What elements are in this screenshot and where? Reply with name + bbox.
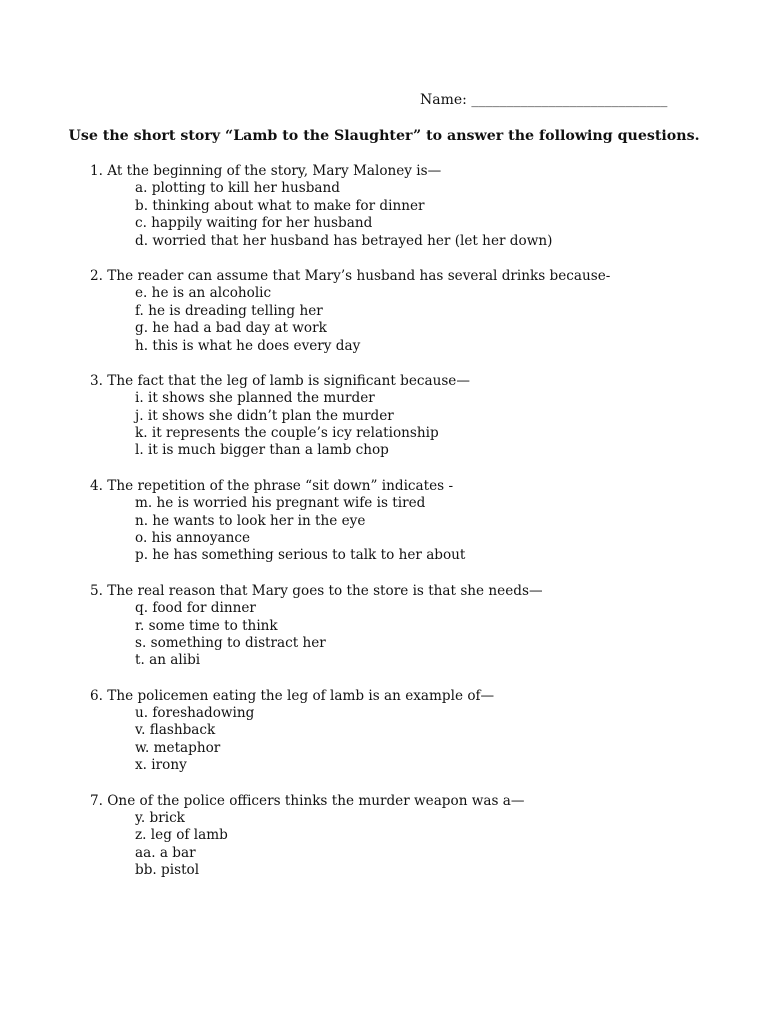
answer-choice: n. he wants to look her in the eye	[135, 512, 366, 529]
question-stem: 4. The repetition of the phrase “sit down” indicates -	[90, 477, 454, 494]
answer-choices	[90, 810, 750, 880]
question-2	[90, 268, 750, 355]
answer-choices	[90, 390, 750, 460]
answer-choice: d. worried that her husband has betrayed her (let her down)	[135, 232, 553, 249]
answer-choice: bb. pistol	[135, 862, 200, 879]
question-1	[90, 163, 750, 250]
answer-choice: i. it shows she planned the murder	[135, 390, 375, 407]
answer-choice: e. he is an alcoholic	[135, 285, 272, 302]
answer-choices	[90, 705, 750, 775]
answer-choice: m. he is worried his pregnant wife is tired	[135, 495, 426, 512]
question-4	[90, 478, 750, 565]
question-stem: 7. One of the police officers thinks the murder weapon was a—	[90, 792, 525, 809]
answer-choice: v. flashback	[135, 722, 216, 739]
answer-choice: p. he has something serious to talk to her about	[135, 547, 466, 564]
question-stem: 1. At the beginning of the story, Mary Maloney is—	[90, 163, 442, 179]
answer-choices	[90, 285, 750, 355]
answer-choice: b. thinking about what to make for dinner	[135, 197, 425, 214]
question-3	[90, 373, 750, 460]
answer-choice: z. leg of lamb	[135, 827, 228, 844]
answer-choice: r. some time to think	[135, 617, 278, 634]
answer-choices	[90, 600, 750, 670]
answer-choice: aa. a bar	[135, 844, 196, 861]
answer-choices	[90, 180, 750, 250]
answer-choice: x. irony	[135, 757, 187, 774]
answer-choice: g. he had a bad day at work	[135, 320, 327, 337]
answer-choice: a. plotting to kill her husband	[135, 180, 340, 197]
answer-choice: j. it shows she didn’t plan the murder	[135, 407, 394, 424]
name-field-label: Name: ____________________________	[420, 92, 668, 108]
answer-choice: s. something to distract her	[135, 634, 326, 651]
answer-choice: l. it is much bigger than a lamb chop	[135, 442, 389, 459]
question-stem: 2. The reader can assume that Mary’s husband has several drinks because-	[90, 267, 611, 284]
question-list	[90, 163, 750, 897]
worksheet-title: Use the short story “Lamb to the Slaughter” to answer the following questions.	[68, 128, 700, 144]
answer-choice: o. his annoyance	[135, 529, 250, 546]
answer-choice: h. this is what he does every day	[135, 337, 361, 354]
answer-choice: k. it represents the couple’s icy relationship	[135, 425, 439, 442]
answer-choices	[90, 495, 750, 565]
question-7	[90, 793, 750, 880]
answer-choice: f. he is dreading telling her	[135, 302, 323, 319]
answer-choice: c. happily waiting for her husband	[135, 215, 373, 232]
question-5	[90, 583, 750, 670]
answer-choice: q. food for dinner	[135, 600, 256, 617]
answer-choice: t. an alibi	[135, 652, 201, 669]
question-stem: 5. The real reason that Mary goes to the store is that she needs—	[90, 582, 543, 599]
question-6	[90, 688, 750, 775]
question-stem: 6. The policemen eating the leg of lamb is an example of—	[90, 687, 495, 704]
question-stem: 3. The fact that the leg of lamb is significant because—	[90, 372, 470, 389]
answer-choice: y. brick	[135, 809, 185, 826]
answer-choice: w. metaphor	[135, 739, 221, 756]
answer-choice: u. foreshadowing	[135, 705, 255, 722]
